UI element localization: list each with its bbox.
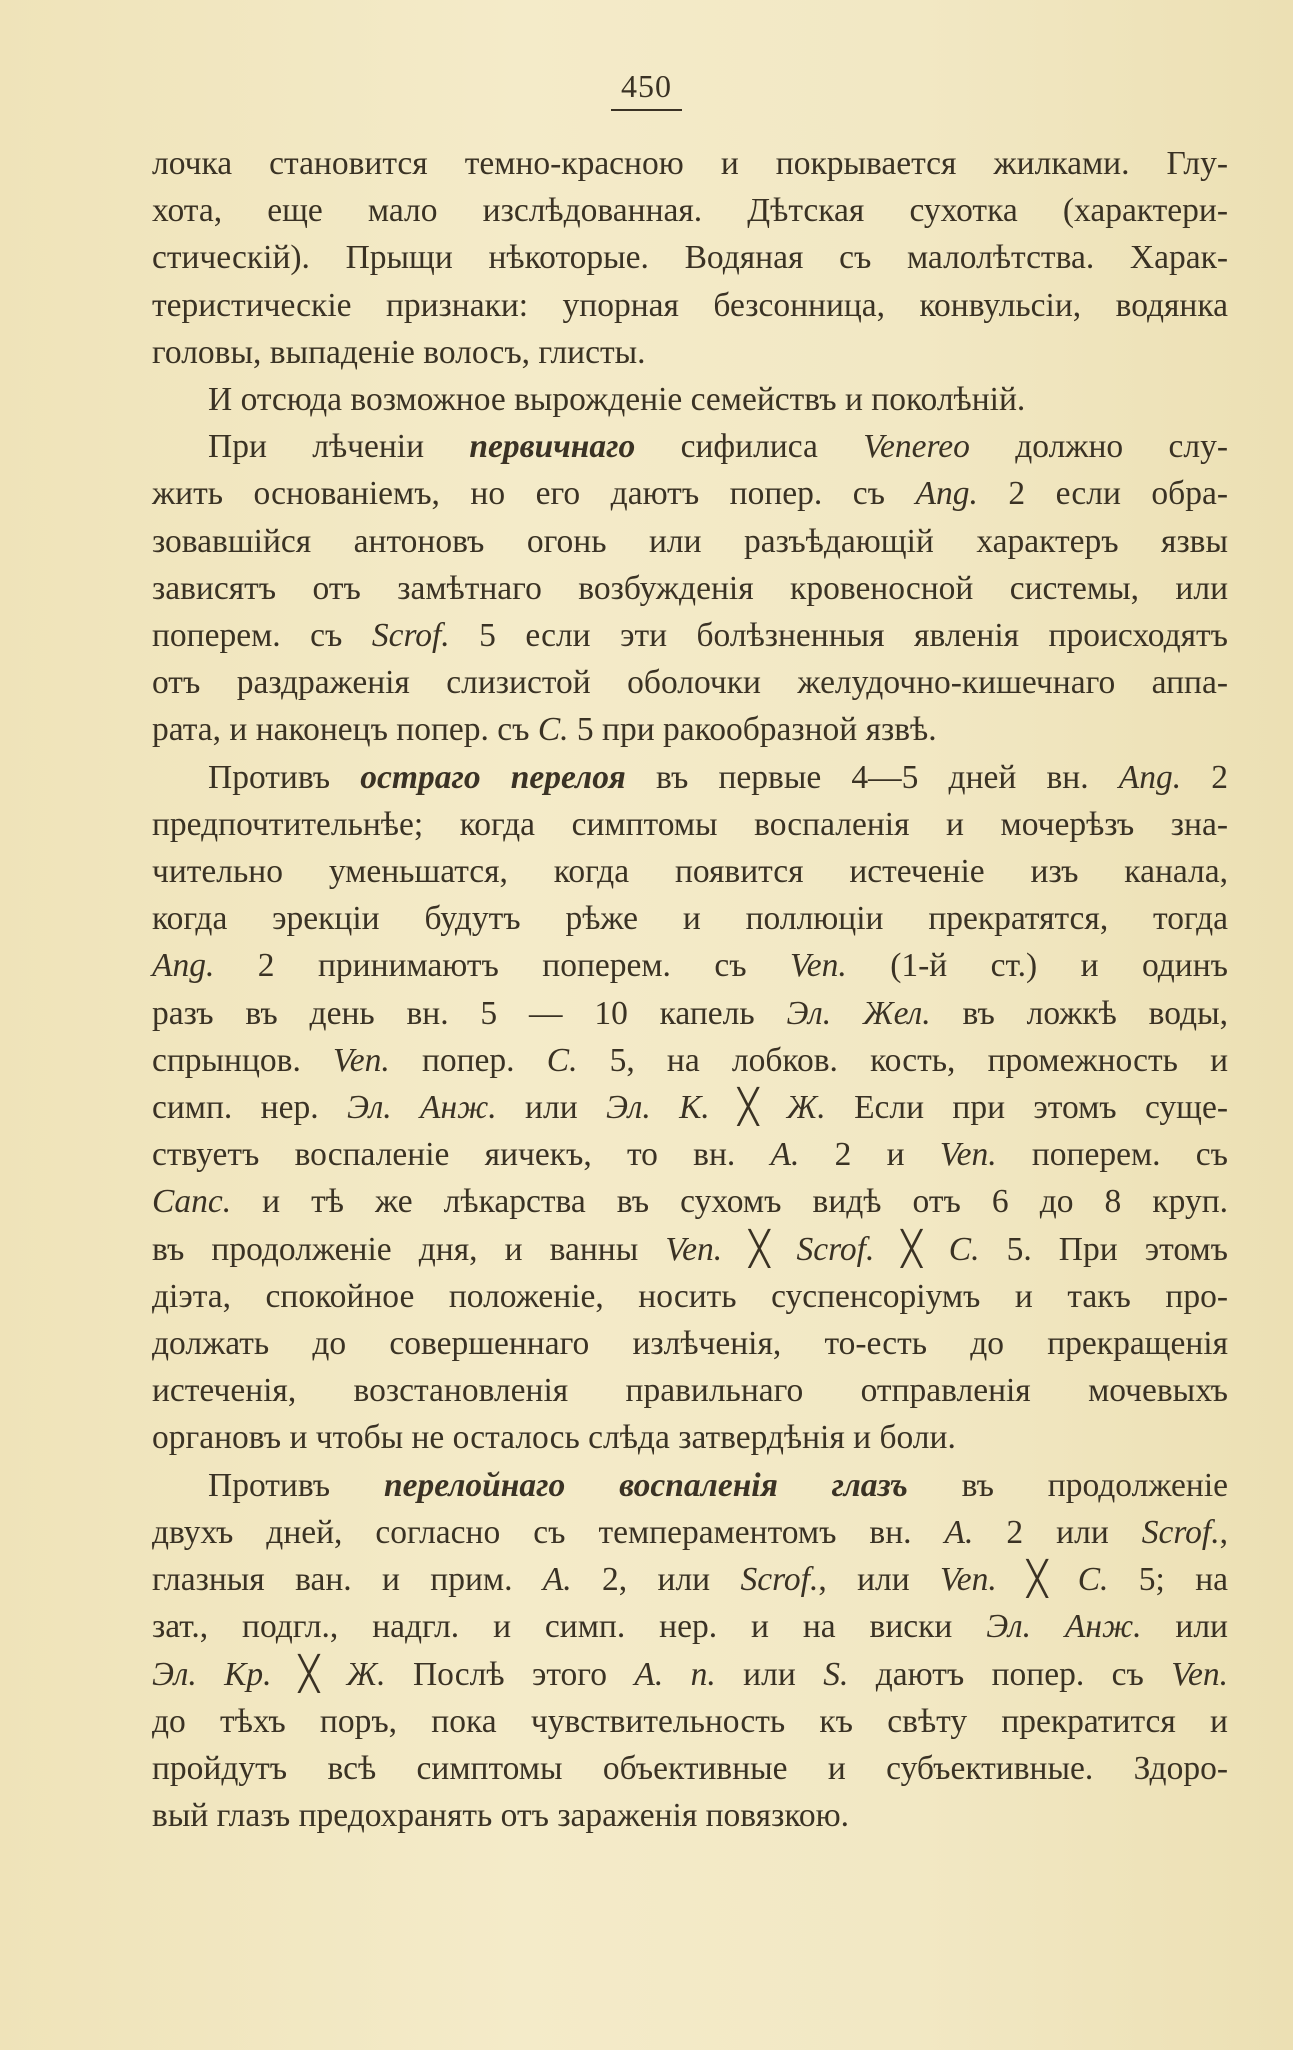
- text-line: [152, 1745, 1228, 1792]
- text-span: Послѣ этого: [385, 1655, 635, 1693]
- emphasis-text: Эл. Анж.: [346, 1089, 497, 1127]
- text-span: поперем. съ: [996, 1136, 1228, 1174]
- text-span: въ ложкѣ воды,: [930, 994, 1228, 1032]
- text-span: 5; на: [1108, 1561, 1229, 1599]
- emphasis-text: Ang.: [915, 475, 978, 513]
- text-span: до тѣхъ поръ, пока чувствительность къ свѣту прекратится и: [152, 1702, 1228, 1740]
- text-span: глазныя ван. и прим.: [152, 1561, 543, 1599]
- emphasis-text: Эл. Кр.: [152, 1655, 272, 1693]
- text-span: пройдутъ всѣ симптомы объективные и субъективные. Здоро-: [152, 1749, 1228, 1787]
- text-line: [152, 1178, 1228, 1225]
- text-line: [152, 1367, 1228, 1414]
- text-span: 5 при ракообразной язвѣ.: [568, 711, 937, 749]
- text-span: Противъ: [208, 758, 361, 796]
- text-span: 2 и: [799, 1136, 940, 1174]
- emphasis-text: Scrof.: [740, 1561, 819, 1599]
- text-span: лочка становится темно-красною и покрывается жилками. Глу-: [152, 145, 1228, 182]
- text-span: стическій). Прыщи нѣкоторые. Водяная съ малолѣтства. Харак-: [152, 239, 1228, 277]
- text-line: [152, 754, 1228, 801]
- text-span: разъ въ день вн. 5 — 10 капель: [152, 994, 787, 1032]
- text-span: теристическіе признаки: упорная безсонница, конвульсіи, водянка: [152, 286, 1228, 324]
- text-span: Если при этомъ суще-: [825, 1089, 1228, 1127]
- emphasis-text: A. n.: [634, 1655, 716, 1693]
- text-span: зат., подгл., надгл. и симп. нер. и на виски: [152, 1608, 987, 1646]
- text-span: въ продолженіе: [907, 1466, 1228, 1504]
- text-line: [152, 1603, 1228, 1650]
- text-span: (1-й ст.) и одинъ: [846, 947, 1228, 985]
- text-line: [152, 848, 1228, 895]
- text-span: даютъ попер. съ: [848, 1655, 1172, 1693]
- text-span: рата, и наконецъ попер. съ: [152, 711, 538, 749]
- text-line: [152, 329, 1228, 376]
- text-span: зовавшійся антоновъ огонь или разъѣдающій характеръ язвы: [152, 522, 1228, 560]
- text-line: [152, 187, 1228, 234]
- emphasis-text: A.: [542, 1561, 572, 1599]
- emphasis-text: Ang.: [1118, 758, 1182, 796]
- emphasis-text: A.: [944, 1513, 974, 1551]
- text-line: [152, 659, 1228, 706]
- text-line: [152, 1509, 1228, 1556]
- emphasis-text: C.: [537, 711, 569, 749]
- text-span: 2 если обра-: [977, 475, 1228, 513]
- text-span: діэта, спокойное положеніе, носить суспенсоріумъ и такъ про-: [152, 1277, 1228, 1315]
- emphasis-text: Ж.: [346, 1655, 386, 1693]
- emphasis-text: Scrof.: [1141, 1513, 1220, 1551]
- text-span: въ первые 4—5 дней вн.: [625, 758, 1119, 796]
- text-span: , или: [818, 1561, 941, 1599]
- text-line: [152, 1792, 1228, 1839]
- emphasis-text: C.: [948, 1230, 980, 1268]
- text-line: [152, 1556, 1228, 1603]
- text-line: [152, 1414, 1228, 1461]
- text-span: 5, на лобков. кость, промежность и: [577, 1041, 1228, 1079]
- body-text: [152, 140, 1228, 1839]
- text-span: ,: [1219, 1513, 1228, 1551]
- text-span: хота, еще мало изслѣдованная. Дѣтская сухотка (характери-: [152, 192, 1228, 230]
- text-line: [152, 801, 1228, 848]
- emphasis-text: перелойнаго воспаленія глазъ: [383, 1466, 908, 1504]
- text-span: или: [1141, 1608, 1228, 1646]
- text-span: 2: [1181, 758, 1229, 796]
- text-line: [152, 423, 1228, 470]
- text-span: И отсюда возможное вырожденіе семействъ и поколѣній.: [208, 381, 1026, 419]
- text-span: органовъ и чтобы не осталось слѣда затвердѣнія и боли.: [152, 1419, 956, 1457]
- text-line: [152, 1651, 1228, 1698]
- paragraph: [152, 1462, 1228, 1840]
- text-span: попер.: [389, 1041, 547, 1079]
- text-span: вый глазъ предохранять отъ зараженія повязкою.: [152, 1797, 850, 1835]
- text-span: двухъ дней, согласно съ темпераментомъ вн.: [152, 1513, 945, 1551]
- text-span: истеченія, возстановленія правильнаго отправленія мочевыхъ: [152, 1372, 1228, 1410]
- paragraph: [152, 754, 1228, 1462]
- text-span: сифилиса: [635, 428, 864, 466]
- text-span: спрынцов.: [152, 1041, 334, 1079]
- emphasis-text: C.: [1077, 1561, 1109, 1599]
- emphasis-text: Ang.: [152, 947, 215, 985]
- text-span: и тѣ же лѣкарства въ сухомъ видѣ отъ 6 до 8 круп.: [231, 1183, 1228, 1221]
- text-line: [152, 1698, 1228, 1745]
- text-line: [152, 376, 1228, 423]
- text-span: ╳: [709, 1089, 787, 1127]
- emphasis-text: Canc.: [152, 1183, 232, 1221]
- text-span: симп. нер.: [152, 1089, 347, 1127]
- text-line: [152, 234, 1228, 281]
- emphasis-text: Scrof.: [371, 617, 450, 655]
- text-line: [152, 1320, 1228, 1367]
- text-span: зависятъ отъ замѣтнаго возбужденія кровеносной системы, или: [152, 569, 1228, 607]
- text-line: [152, 140, 1228, 187]
- text-line: [152, 990, 1228, 1037]
- emphasis-text: C.: [546, 1041, 578, 1079]
- text-span: когда эрекціи будутъ рѣже и поллюціи прекратятся, тогда: [152, 900, 1228, 938]
- text-line: [152, 565, 1228, 612]
- text-span: 2 принимаютъ поперем. съ: [214, 947, 791, 985]
- emphasis-text: Ж.: [786, 1089, 826, 1127]
- text-span: или: [496, 1089, 606, 1127]
- text-span: ╳: [874, 1230, 949, 1268]
- text-span: жить основаніемъ, но его даютъ попер. съ: [152, 475, 916, 513]
- text-span: ╳: [271, 1655, 347, 1693]
- text-span: въ продолженіе дня, и ванны: [152, 1230, 666, 1268]
- emphasis-text: Эл. Жел.: [786, 994, 931, 1032]
- paragraph: [152, 376, 1228, 423]
- text-span: 2, или: [571, 1561, 741, 1599]
- text-line: [152, 1084, 1228, 1131]
- emphasis-text: остраго перелоя: [360, 758, 626, 796]
- text-line: [152, 1226, 1228, 1273]
- text-line: [152, 1462, 1228, 1509]
- text-line: [152, 1273, 1228, 1320]
- paragraph: [152, 140, 1228, 376]
- text-line: [152, 470, 1228, 517]
- text-span: ╳: [722, 1230, 797, 1268]
- text-line: [152, 1131, 1228, 1178]
- text-span: должать до совершеннаго излѣченія, то-есть до прекращенія: [152, 1325, 1228, 1363]
- emphasis-text: Ven.: [1171, 1655, 1228, 1693]
- text-span: предпочтительнѣе; когда симптомы воспаленія и мочерѣзъ зна-: [152, 805, 1228, 843]
- emphasis-text: Ven.: [665, 1230, 723, 1268]
- emphasis-text: Scrof.: [796, 1230, 875, 1268]
- emphasis-text: Эл. К.: [606, 1089, 710, 1127]
- text-span: чительно уменьшатся, когда появится истеченіе изъ канала,: [152, 853, 1228, 891]
- emphasis-text: Ven.: [790, 947, 847, 985]
- paragraph: [152, 423, 1228, 753]
- text-span: 2 или: [973, 1513, 1142, 1551]
- text-span: ствуетъ воспаленіе яичекъ, то вн.: [152, 1136, 771, 1174]
- emphasis-text: Ven.: [939, 1136, 997, 1174]
- emphasis-text: Ven.: [333, 1041, 390, 1079]
- page-number: [0, 68, 1293, 111]
- text-span: Противъ: [208, 1466, 384, 1504]
- text-span: 5 если эти болѣзненныя явленія происходятъ: [449, 617, 1229, 655]
- emphasis-text: A.: [770, 1136, 800, 1174]
- text-line: [152, 942, 1228, 989]
- emphasis-text: первичнаго: [469, 428, 636, 466]
- text-line: [152, 706, 1228, 753]
- text-line: [152, 1037, 1228, 1084]
- text-span: При лѣченіи: [208, 428, 470, 466]
- emphasis-text: Эл. Анж.: [986, 1608, 1142, 1646]
- text-span: головы, выпаденіе волосъ, глисты.: [152, 333, 646, 371]
- emphasis-text: Ven.: [940, 1561, 997, 1599]
- page-number-text: 450: [611, 68, 682, 111]
- text-span: поперем. съ: [152, 617, 372, 655]
- text-line: [152, 612, 1228, 659]
- emphasis-text: Venereo: [863, 428, 970, 466]
- text-line: [152, 282, 1228, 329]
- text-line: [152, 895, 1228, 942]
- text-span: или: [715, 1655, 824, 1693]
- text-line: [152, 518, 1228, 565]
- text-span: 5. При этомъ: [979, 1230, 1228, 1268]
- text-span: отъ раздраженія слизистой оболочки желудочно-кишечнаго аппа-: [152, 664, 1228, 702]
- text-span: ╳: [996, 1561, 1078, 1599]
- text-span: должно слу-: [969, 428, 1228, 466]
- emphasis-text: S.: [823, 1655, 849, 1693]
